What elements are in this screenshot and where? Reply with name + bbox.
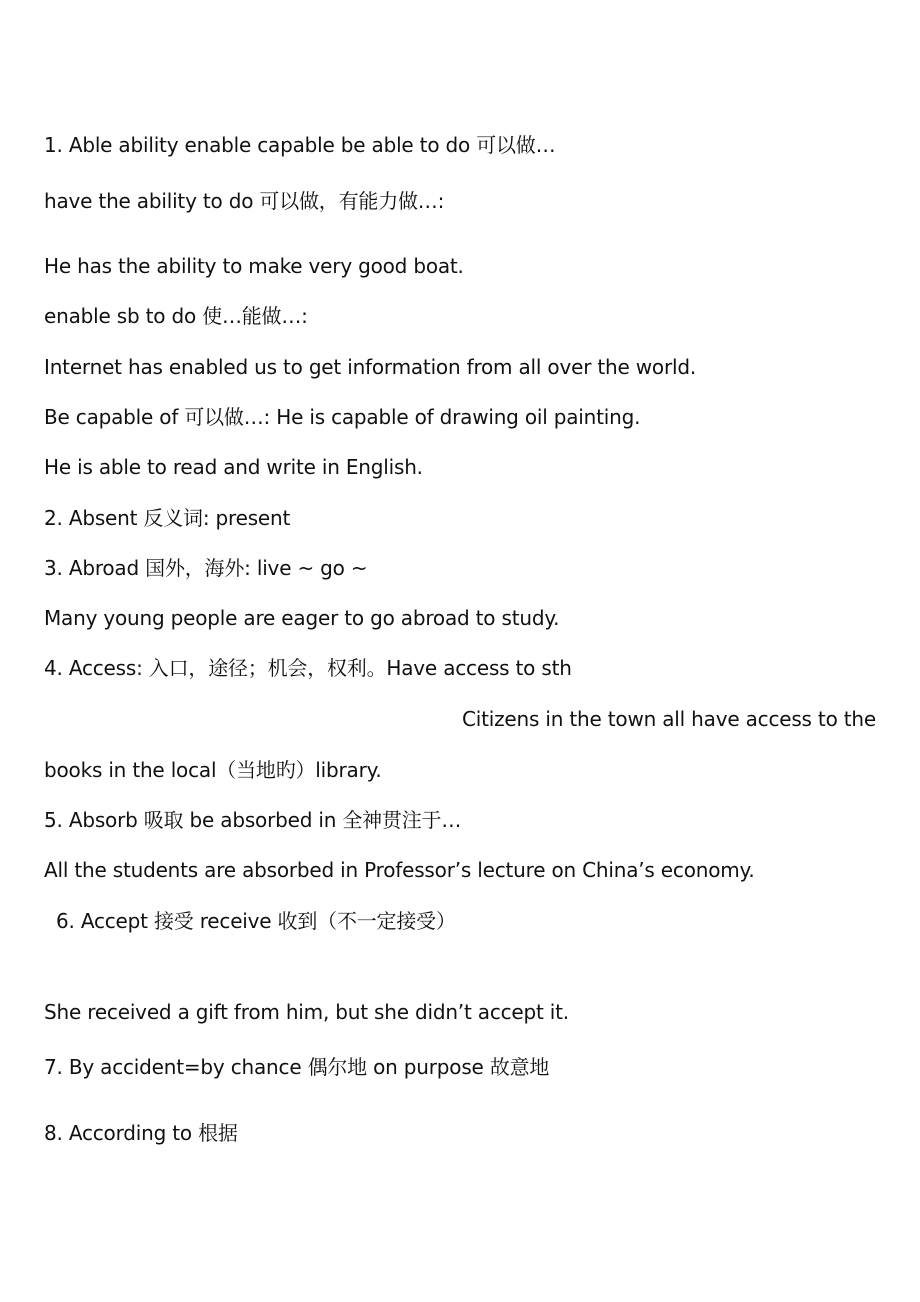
text-line: 7. By accident=by chance 偶尔地 on purpose 故意地 (44, 1055, 550, 1079)
text-line: Many young people are eager to go abroad to study. (44, 606, 560, 630)
text-line: He has the ability to make very good boat. (44, 254, 464, 278)
text-line: 3. Abroad 国外，海外: live ~ go ~ (44, 556, 368, 580)
text-line: All the students are absorbed in Professor’s lecture on China’s economy. (44, 858, 755, 882)
text-line: enable sb to do 使…能做…: (44, 304, 308, 328)
text-line: 5. Absorb 吸取 be absorbed in 全神贯注于… (44, 808, 462, 832)
text-line: have the ability to do 可以做，有能力做…: (44, 189, 445, 213)
text-line: 4. Access: 入口，途径；机会，权利。Have access to sth (44, 656, 572, 680)
text-line: 6. Accept 接受 receive 收到（不一定接受） (56, 909, 456, 933)
text-line: He is able to read and write in English. (44, 455, 423, 479)
text-line: 2. Absent 反义词: present (44, 506, 291, 530)
text-line: Citizens in the town all have access to the (462, 707, 876, 731)
text-line: She received a gift from him, but she didn’t accept it. (44, 1000, 569, 1024)
text-line: 8. According to 根据 (44, 1121, 238, 1145)
text-line: books in the local（当地旳）library. (44, 758, 382, 782)
text-line: 1. Able ability enable capable be able to do 可以做… (44, 133, 556, 157)
text-line: Be capable of 可以做…: He is capable of drawing oil painting. (44, 405, 641, 429)
text-line: Internet has enabled us to get information from all over the world. (44, 355, 696, 379)
